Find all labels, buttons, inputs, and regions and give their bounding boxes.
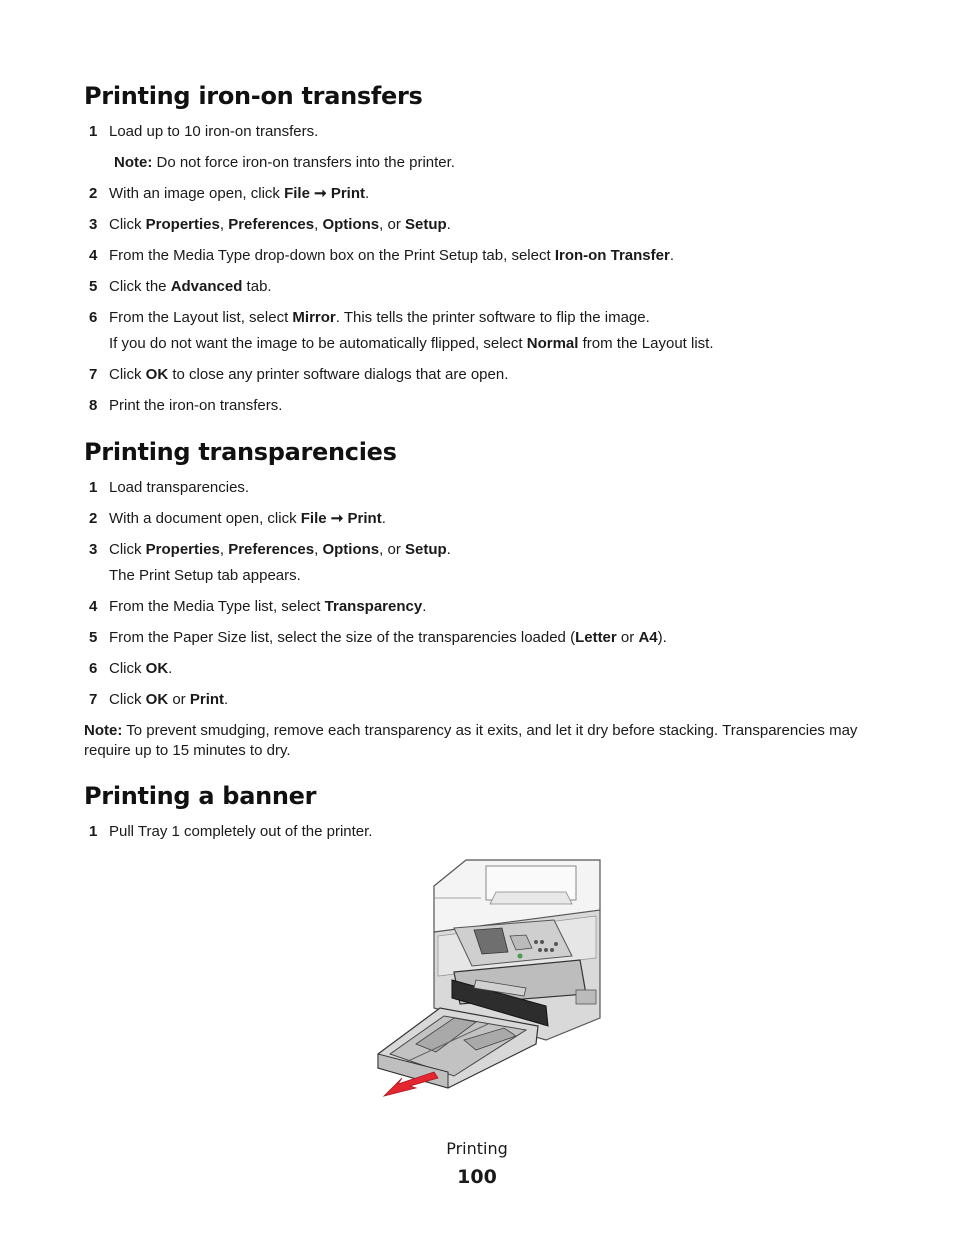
step-text: From the Paper Size list, select the size of the transparencies loaded (Letter or A4).: [109, 629, 667, 646]
step-text: From the Media Type drop-down box on the Print Setup tab, select Iron-on Transfer.: [109, 247, 674, 264]
step-detail: If you do not want the image to be automatically flipped, select Normal from the Layout list.: [109, 335, 714, 352]
step-number: 1: [89, 123, 98, 140]
note: Note: To prevent smudging, remove each transparency as it exits, and let it dry before stacking. Transparencies may require up to 15 minutes to dry.: [84, 722, 858, 759]
footer-section-label: Printing: [446, 1139, 508, 1158]
step-number: 3: [89, 541, 98, 558]
note: Note: Do not force iron-on transfers into the printer.: [114, 154, 455, 171]
step-text: Pull Tray 1 completely out of the printer.: [109, 823, 373, 840]
step-number: 7: [89, 691, 98, 708]
step-text: Load transparencies.: [109, 479, 250, 496]
step-detail: The Print Setup tab appears.: [109, 567, 301, 584]
step-text: Click the Advanced tab.: [109, 278, 272, 295]
page-number: 100: [457, 1166, 497, 1188]
step-number: 3: [89, 216, 98, 233]
step-number: 1: [89, 479, 98, 496]
step-number: 6: [89, 309, 98, 326]
step-text: Click OK or Print.: [109, 691, 229, 708]
step-text: Load up to 10 iron-on transfers.: [109, 123, 319, 140]
section-heading-transparencies: Printing transparencies: [84, 438, 397, 466]
step-number: 5: [89, 278, 98, 295]
step-number: 7: [89, 366, 98, 383]
step-number: 2: [89, 185, 98, 202]
step-text: Click Properties, Preferences, Options, or Setup.: [109, 216, 451, 233]
step-text: With a document open, click File ➞ Print.: [109, 510, 386, 527]
step-number: 4: [89, 247, 98, 264]
step-number: 4: [89, 598, 98, 615]
step-number: 8: [89, 397, 98, 414]
step-number: 6: [89, 660, 98, 677]
step-number: 2: [89, 510, 98, 527]
section-heading-iron-on: Printing iron-on transfers: [84, 82, 423, 110]
step-number: 5: [89, 629, 98, 646]
step-text: Click Properties, Preferences, Options, or Setup.: [109, 541, 451, 558]
step-text: Click OK to close any printer software dialogs that are open.: [109, 366, 509, 383]
printer-tray-illustration: [376, 858, 602, 1100]
section-heading-banner: Printing a banner: [84, 782, 317, 810]
step-text: Print the iron-on transfers.: [109, 397, 283, 414]
step-text: From the Layout list, select Mirror. This tells the printer software to flip the image.: [109, 309, 650, 326]
step-text: With an image open, click File ➞ Print.: [109, 185, 370, 202]
step-text: Click OK.: [109, 660, 173, 677]
step-number: 1: [89, 823, 98, 840]
step-text: From the Media Type list, select Transparency.: [109, 598, 427, 615]
